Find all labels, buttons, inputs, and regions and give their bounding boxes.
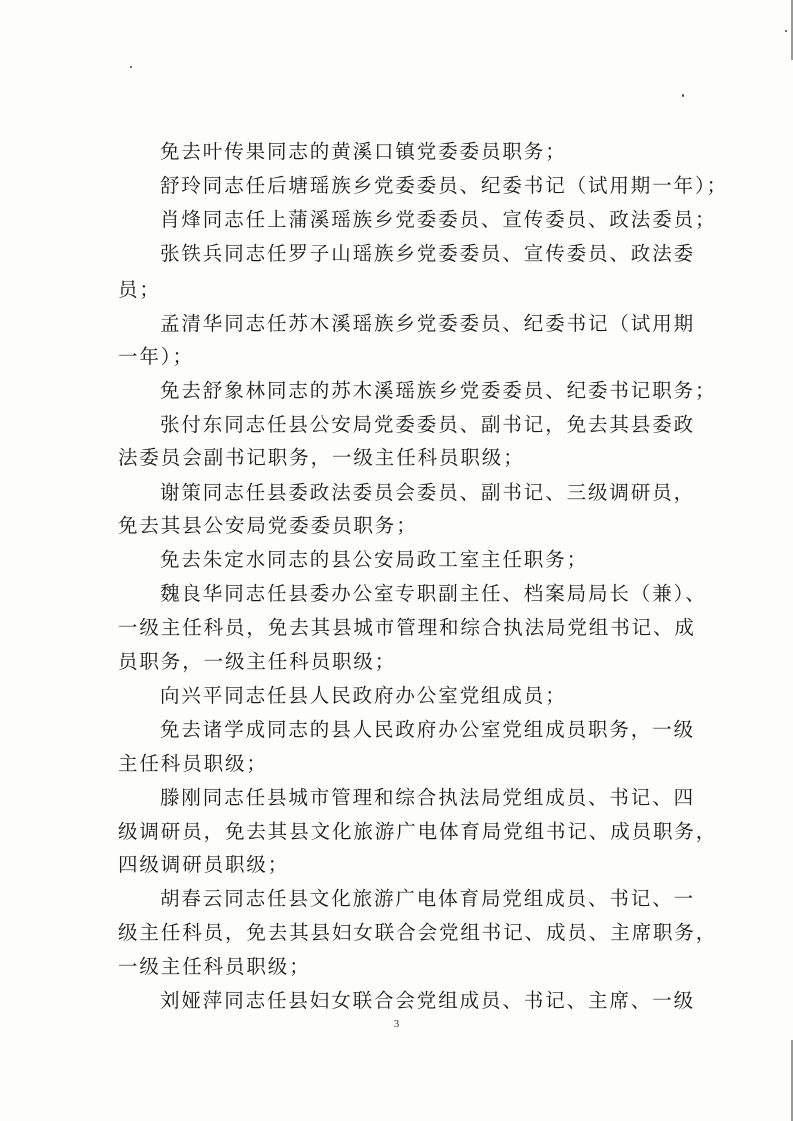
scan-speck — [785, 30, 787, 32]
text-line: 四级调研员职级； — [118, 853, 290, 876]
text-line: 免去诸学成同志的县人民政府办公室党组成员职务，一级 — [160, 718, 696, 741]
text-line: 免去其县公安局党委委员职务； — [118, 514, 418, 537]
text-line: 刘娅萍同志任县妇女联合会党组成员、书记、主席、一级 — [160, 989, 696, 1012]
text-line: 谢策同志任县委政法委员会委员、副书记、三级调研员， — [160, 481, 696, 504]
text-line: 魏良华同志任县委办公室专职副主任、档案局局长（兼）、 — [160, 582, 707, 605]
text-line: 肖烽同志任上蒲溪瑶族乡党委委员、宣传委员、政法委员； — [160, 208, 717, 231]
text-line: 张铁兵同志任罗子山瑶族乡党委委员、宣传委员、政法委 — [160, 242, 696, 265]
text-line: 员； — [118, 278, 161, 301]
text-line: 胡春云同志任县文化旅游广电体育局党组成员、书记、一 — [160, 887, 696, 910]
text-line: 一级主任科员，免去其县城市管理和综合执法局党组书记、成 — [118, 616, 696, 639]
text-line: 级主任科员，免去其县妇女联合会党组书记、成员、主席职务， — [118, 921, 718, 944]
text-line: 员职务，一级主任科员职级； — [118, 650, 397, 673]
scan-speck — [682, 94, 684, 97]
text-line: 免去叶传果同志的黄溪口镇党委委员职务； — [160, 140, 567, 163]
text-line: 向兴平同志任县人民政府办公室党组成员； — [160, 684, 567, 707]
text-line: 张付东同志任县公安局党委委员、副书记，免去其县委政 — [160, 413, 696, 436]
text-line: 舒玲同志任后塘瑶族乡党委委员、纪委书记（试用期一年）； — [160, 174, 729, 197]
text-line: 法委员会副书记职务，一级主任科员职级； — [118, 446, 525, 469]
text-line: 免去舒象林同志的苏木溪瑶族乡党委委员、纪委书记职务； — [160, 379, 717, 402]
text-line: 主任科员职级； — [118, 752, 268, 775]
scan-speck — [130, 66, 132, 68]
text-line: 级调研员，免去其县文化旅游广电体育局党组书记、成员职务， — [118, 820, 718, 843]
text-line: 滕刚同志任县城市管理和综合执法局党组成员、书记、四 — [160, 786, 696, 809]
text-line: 孟清华同志任苏木溪瑶族乡党委委员、纪委书记（试用期 — [160, 312, 696, 335]
page-number: 3 — [393, 1018, 400, 1030]
text-line: 免去朱定水同志的县公安局政工室主任职务； — [160, 548, 589, 571]
text-line: 一年）； — [118, 345, 194, 368]
text-line: 一级主任科员职级； — [118, 955, 311, 978]
